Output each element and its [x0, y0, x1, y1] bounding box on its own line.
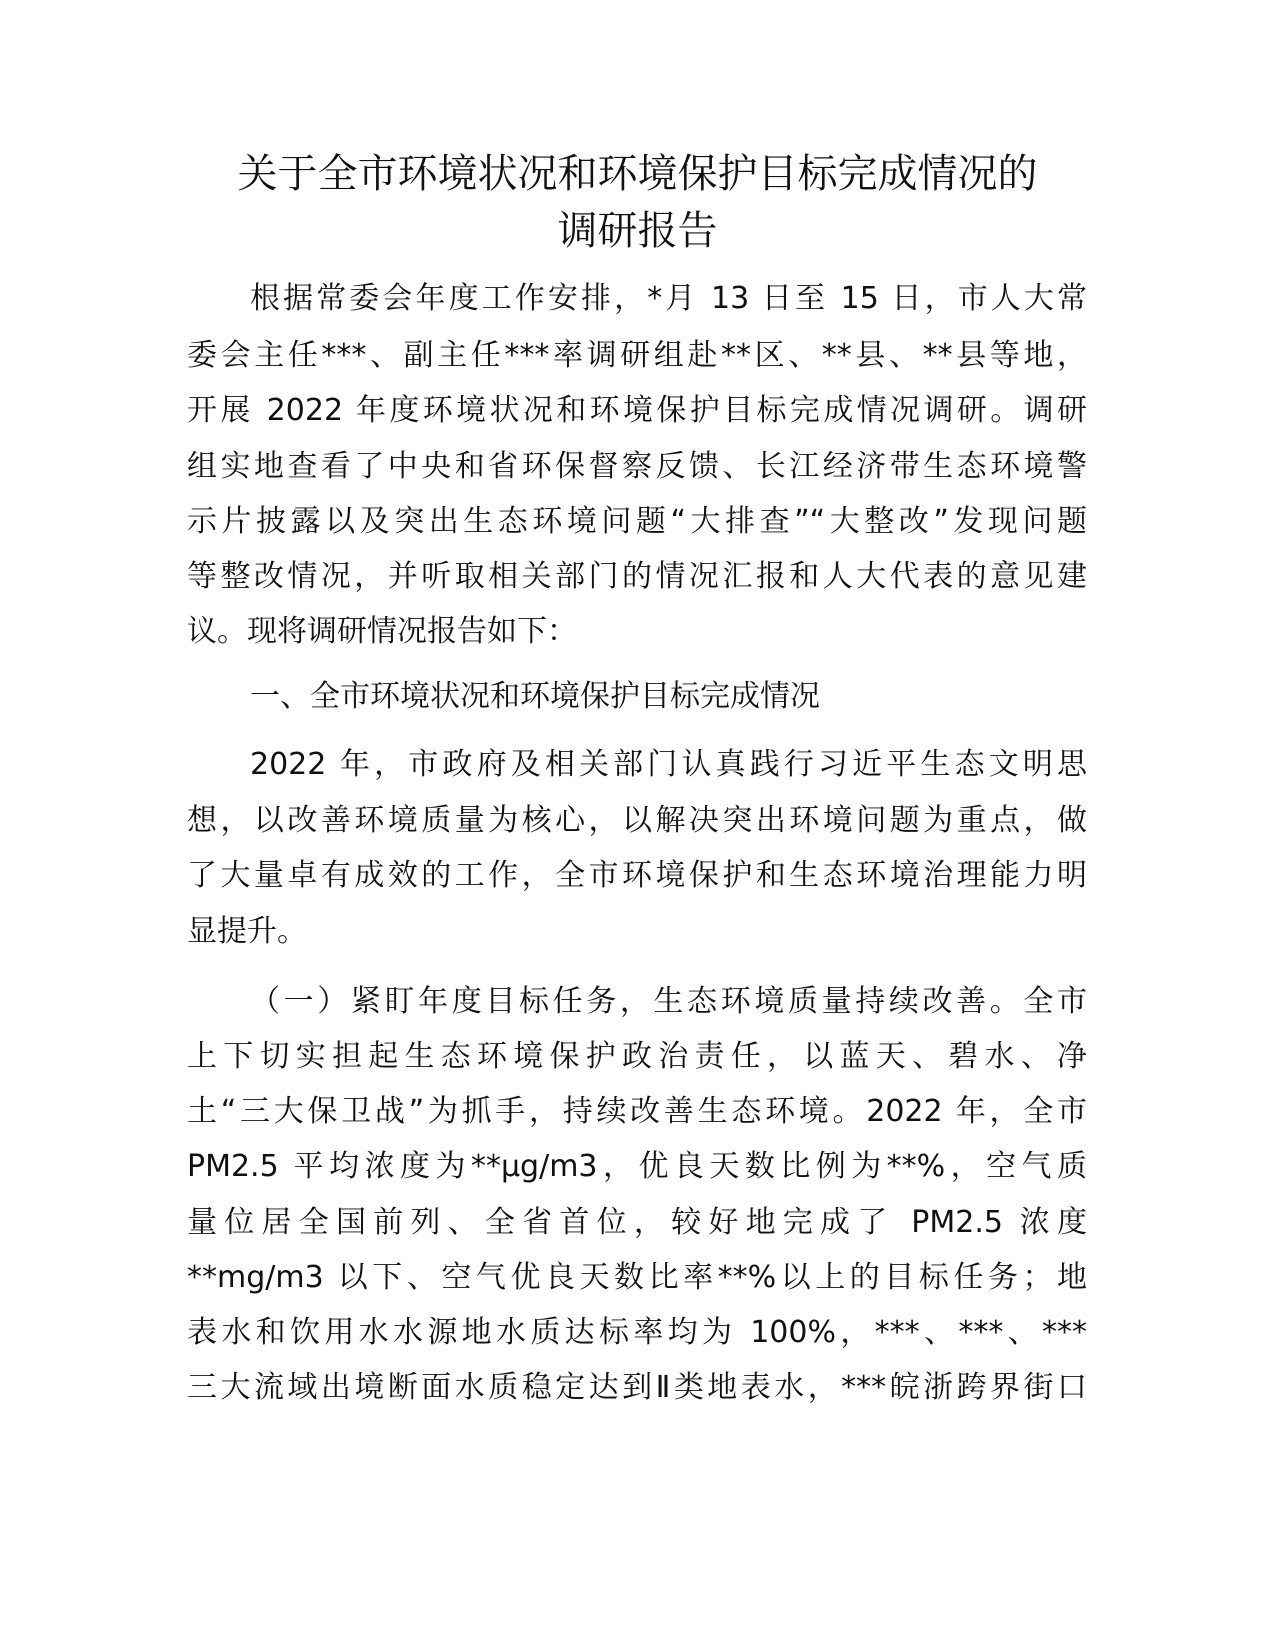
document-title-line-1: 关于全市环境状况和环境保护目标完成情况的: [237, 151, 1038, 197]
paragraph-line: PM2.5 平均浓度为**μg/m3，优良天数比例为**%，空气质: [187, 1149, 1087, 1184]
paragraph-line: 等整改情况，并听取相关部门的情况汇报和人大代表的意见建: [187, 559, 1087, 594]
paragraph-line: 显提升。: [187, 914, 307, 949]
paragraph-line: 量位居全国前列、全省首位，较好地完成了 PM2.5 浓度: [187, 1205, 1087, 1240]
document-title-line-2: 调研报告: [557, 208, 718, 254]
paragraph-line: 组实地查看了中央和省环保督察反馈、长江经济带生态环境警: [187, 449, 1087, 484]
paragraph-line: 委会主任***、副主任***率调研组赴**区、**县、**县等地，: [187, 338, 1087, 373]
paragraph-line: 开展 2022 年度环境状况和环境保护目标完成情况调研。调研: [187, 393, 1087, 428]
paragraph-line: 根据常委会年度工作安排，*月 13 日至 15 日，市人大常: [250, 281, 1087, 316]
paragraph-line: 上下切实担起生态环境保护政治责任，以蓝天、碧水、净: [187, 1039, 1087, 1074]
paragraph-line: 想，以改善环境质量为核心，以解决突出环境问题为重点，做: [187, 803, 1087, 838]
paragraph-line: 议。现将调研情况报告如下：: [187, 614, 577, 649]
paragraph-line: 了大量卓有成效的工作，全市环境保护和生态环境治理能力明: [187, 858, 1087, 893]
section-heading: 一、全市环境状况和环境保护目标完成情况: [250, 679, 820, 714]
paragraph-line: 示片披露以及突出生态环境问题“大排查”“大整改”发现问题: [187, 504, 1087, 539]
paragraph-line: （一）紧盯年度目标任务，生态环境质量持续改善。全市: [250, 984, 1087, 1019]
paragraph-line: 三大流域出境断面水质稳定达到Ⅱ类地表水，***皖浙跨界街口: [187, 1370, 1087, 1405]
paragraph-line: **mg/m3 以下、空气优良天数比率**%以上的目标任务；地: [187, 1260, 1087, 1295]
paragraph-line: 土“三大保卫战”为抓手，持续改善生态环境。2022 年，全市: [187, 1094, 1087, 1129]
paragraph-line: 2022 年，市政府及相关部门认真践行习近平生态文明思: [250, 747, 1087, 782]
paragraph-line: 表水和饮用水水源地水质达标率均为 100%，***、***、***: [187, 1315, 1087, 1350]
